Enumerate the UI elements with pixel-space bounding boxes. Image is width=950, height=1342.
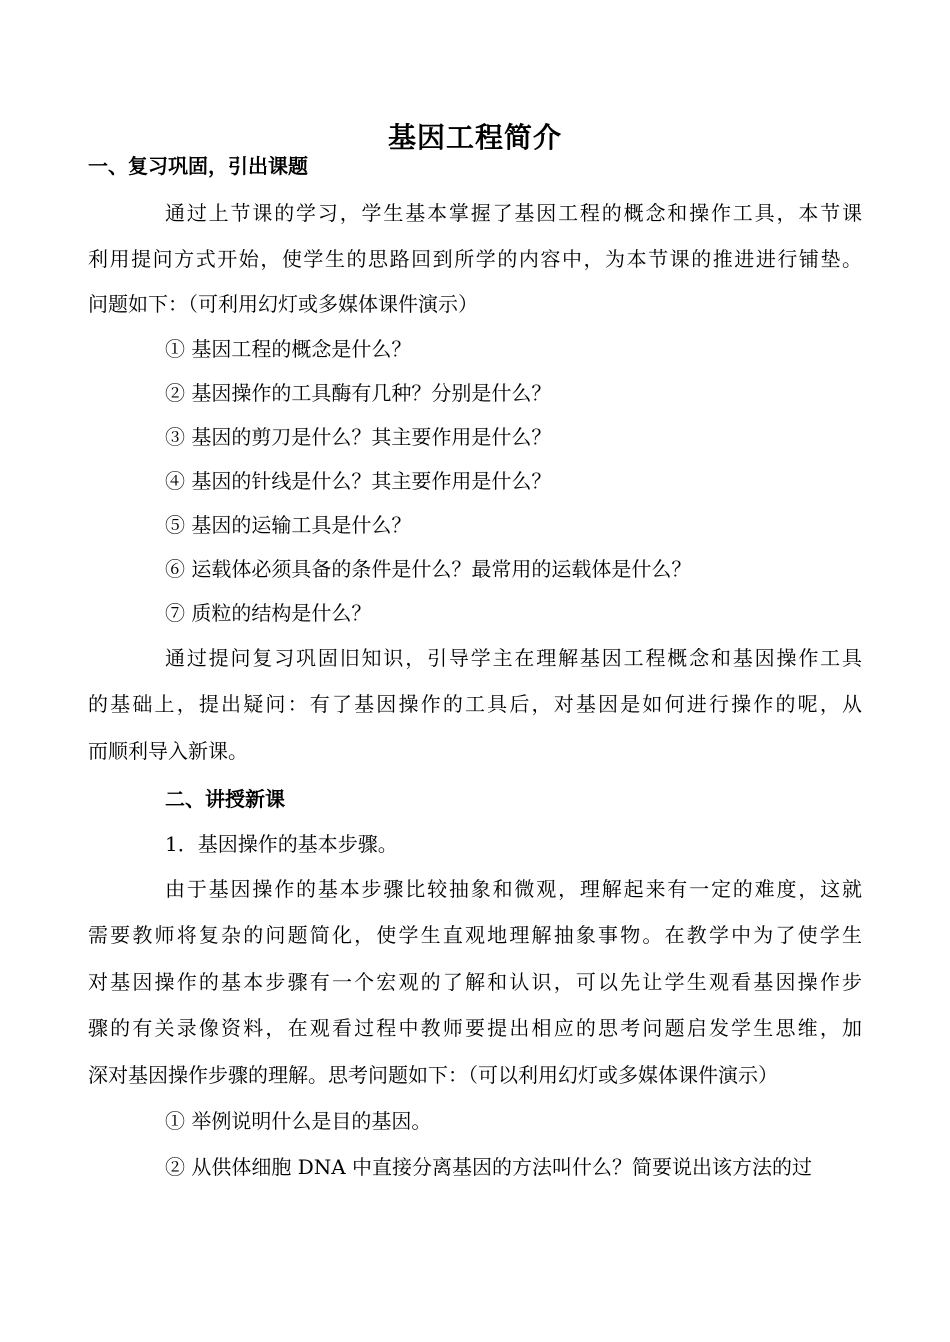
section1-intro-line-2: 利用提问方式开始，使学生的思路回到所学的内容中，为本节课的推进进行铺垫。 — [88, 247, 862, 271]
review-question-2: ② 基因操作的工具酶有几种？分别是什么？ — [165, 381, 552, 405]
review-question-4: ④ 基因的针线是什么？其主要作用是什么？ — [165, 469, 552, 493]
lesson-question-2: ② 从供体细胞 DNA 中直接分离基因的方法叫什么？简要说出该方法的过 — [165, 1155, 813, 1179]
review-question-1: ① 基因工程的概念是什么？ — [165, 337, 412, 361]
section2-heading: 二、讲授新课 — [165, 787, 285, 811]
section2-subheading: 1．基因操作的基本步骤。 — [165, 832, 398, 856]
review-question-3: ③ 基因的剪刀是什么？其主要作用是什么？ — [165, 425, 552, 449]
section2-body-line-2: 需要教师将复杂的问题简化，使学生直观地理解抽象事物。在教学中为了使学生 — [88, 923, 862, 947]
section2-body-line-4: 骤的有关录像资料，在观看过程中教师要提出相应的思考问题启发学生思维，加 — [88, 1016, 862, 1040]
section1-heading: 一、复习巩固，引出课题 — [88, 154, 308, 178]
review-question-6: ⑥ 运载体必须具备的条件是什么？最常用的运载体是什么？ — [165, 557, 692, 581]
section1-summary-line-3: 而顺利导入新课。 — [88, 739, 248, 763]
section2-body-line-1: 由于基因操作的基本步骤比较抽象和微观，理解起来有一定的难度，这就 — [165, 877, 862, 901]
document-title: 基因工程简介 — [387, 121, 562, 154]
section2-body-line-5: 深对基因操作步骤的理解。思考问题如下：（可以利用幻灯或多媒体课件演示） — [88, 1063, 778, 1087]
section2-body-line-3: 对基因操作的基本步骤有一个宏观的了解和认识，可以先让学生观看基因操作步 — [88, 970, 862, 994]
section1-intro-line-1: 通过上节课的学习，学生基本掌握了基因工程的概念和操作工具，本节课 — [165, 201, 862, 225]
section1-summary-line-1: 通过提问复习巩固旧知识，引导学主在理解基因工程概念和基因操作工具 — [165, 646, 862, 670]
review-question-5: ⑤ 基因的运输工具是什么？ — [165, 513, 412, 537]
section1-summary-line-2: 的基础上，提出疑问：有了基因操作的工具后，对基因是如何进行操作的呢，从 — [88, 692, 862, 716]
section1-intro-line-3: 问题如下：（可利用幻灯或多媒体课件演示） — [88, 292, 478, 316]
review-question-7: ⑦ 质粒的结构是什么？ — [165, 601, 372, 625]
lesson-question-1: ① 举例说明什么是目的基因。 — [165, 1109, 432, 1133]
